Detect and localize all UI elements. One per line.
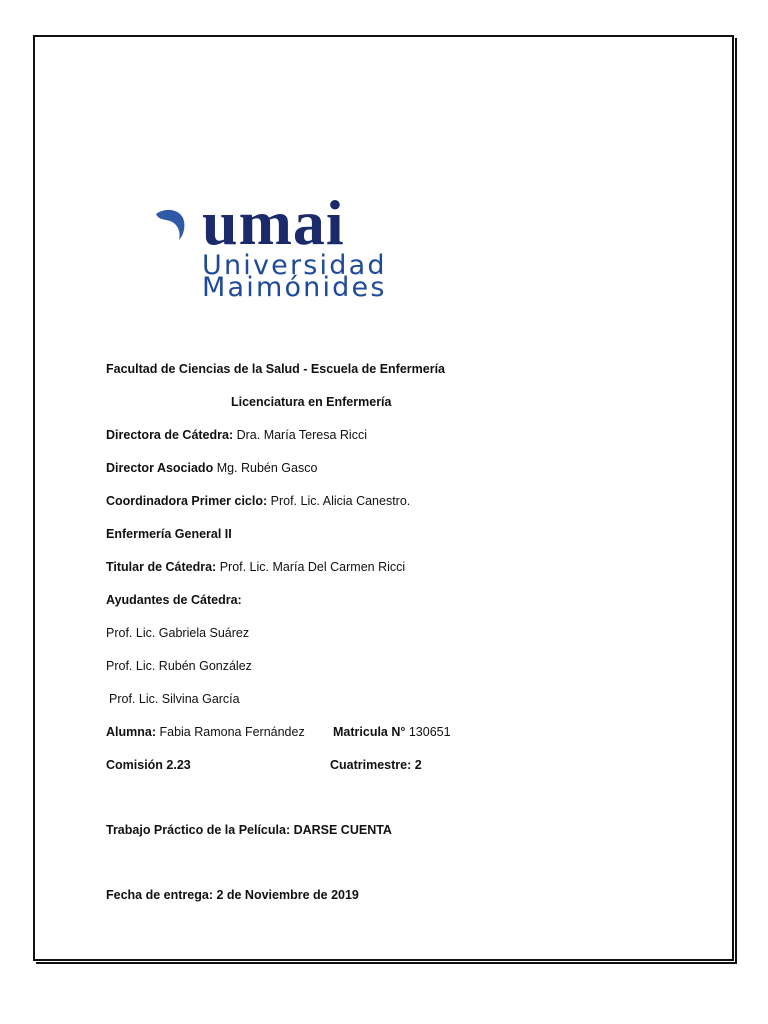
trabajo-line: Trabajo Práctico de la Película: DARSE CUENTA (106, 823, 392, 837)
ayudante-item: Prof. Lic. Silvina García (109, 692, 240, 706)
degree-line: Licenciatura en Enfermería (231, 395, 392, 409)
directora-line (106, 427, 367, 443)
ayudante-item: Prof. Lic. Gabriela Suárez (106, 626, 250, 640)
fecha-line: Fecha de entrega: 2 de Noviembre de 2019 (106, 888, 359, 902)
alumna-line (106, 724, 305, 740)
umai-logo (150, 190, 490, 300)
coordinadora-label: Coordinadora Primer ciclo: (106, 494, 271, 508)
logo-line-2: Maimónides (202, 272, 387, 300)
coordinadora-value: Prof. Lic. Alicia Canestro. (270, 494, 411, 508)
alumna-label: Alumna: (106, 725, 160, 739)
directora-value: Dra. María Teresa Ricci (236, 428, 367, 442)
matricula-label: Matricula N° (333, 725, 409, 739)
subject-line: Enfermería General II (106, 527, 232, 541)
comision-line: Comisión 2.23 (106, 758, 191, 772)
director-line (106, 460, 317, 476)
titular-line (106, 559, 405, 575)
matricula-line (333, 724, 451, 740)
director-value: Mg. Rubén Gasco (216, 461, 318, 475)
logo-swoosh-icon (156, 210, 184, 240)
cuatrimestre-line: Cuatrimestre: 2 (330, 758, 422, 772)
alumna-value: Fabia Ramona Fernández (159, 725, 305, 739)
logo-line-1: Universidad (202, 250, 387, 281)
ayudante-item: Prof. Lic. Rubén González (106, 659, 252, 673)
directora-label: Directora de Cátedra: (106, 428, 237, 442)
faculty-line: Facultad de Ciencias de la Salud - Escuela de Enfermería (106, 362, 446, 376)
director-label: Director Asociado (106, 461, 217, 475)
titular-label: Titular de Cátedra: (106, 560, 220, 574)
ayudantes-heading: Ayudantes de Cátedra: (106, 593, 242, 607)
matricula-value: 130651 (408, 725, 451, 739)
logo-wordmark: umai (202, 190, 345, 258)
coordinadora-line (106, 493, 410, 509)
titular-value: Prof. Lic. María Del Carmen Ricci (219, 560, 406, 574)
